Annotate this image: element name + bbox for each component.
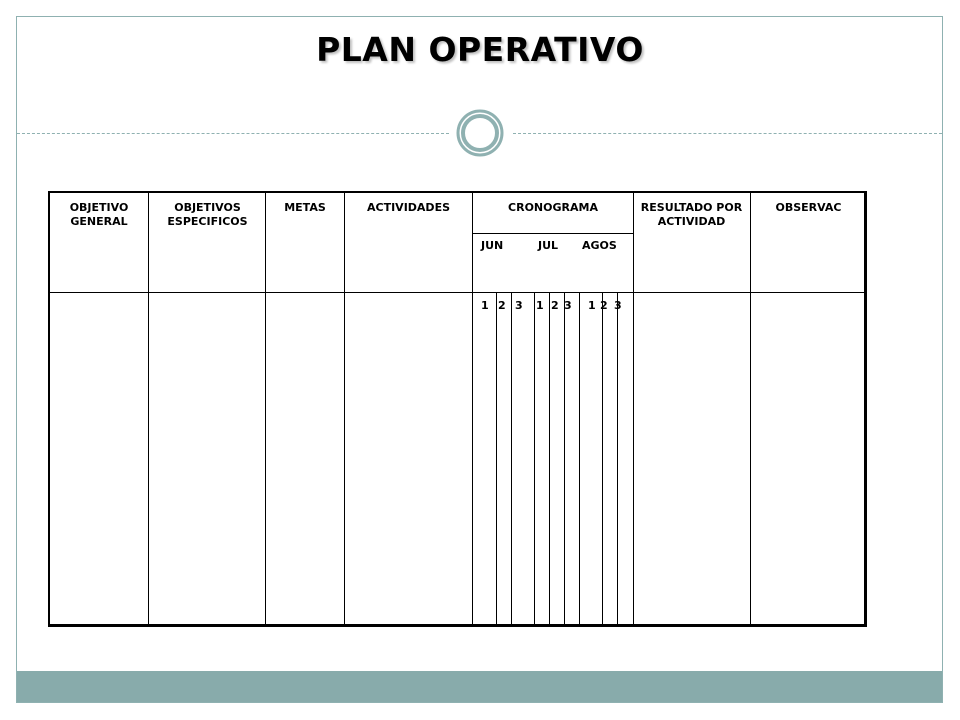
plan-operativo-table bbox=[48, 191, 867, 627]
week-divider bbox=[549, 293, 550, 624]
week-jun-1: 1 bbox=[481, 299, 489, 312]
header-objetivos-especificos: OBJETIVOS ESPECIFICOS bbox=[167, 201, 248, 228]
week-jun-2: 2 bbox=[498, 299, 506, 312]
week-agos-3: 3 bbox=[614, 299, 622, 312]
week-divider bbox=[579, 293, 580, 624]
column-divider bbox=[750, 193, 751, 624]
header-resultado-por-actividad: RESULTADO POR ACTIVIDAD bbox=[640, 201, 743, 228]
title-divider-left bbox=[17, 133, 449, 134]
column-divider bbox=[633, 193, 634, 624]
month-label-agos: AGOS bbox=[582, 239, 617, 252]
footer-band bbox=[17, 671, 942, 702]
week-agos-2: 2 bbox=[600, 299, 608, 312]
header-objetivo-general: OBJETIVO GENERAL bbox=[69, 201, 129, 228]
week-divider bbox=[602, 293, 603, 624]
week-divider bbox=[496, 293, 497, 624]
circle-ornament-icon bbox=[455, 108, 505, 158]
week-jul-1: 1 bbox=[536, 299, 544, 312]
header-cronograma: CRONOGRAMA bbox=[508, 201, 598, 214]
week-divider bbox=[534, 293, 535, 624]
column-divider bbox=[472, 193, 473, 624]
week-divider bbox=[564, 293, 565, 624]
header-body-divider bbox=[50, 292, 866, 293]
column-divider bbox=[148, 193, 149, 624]
header-actividades: ACTIVIDADES bbox=[367, 201, 450, 214]
cronograma-subheader-divider bbox=[472, 233, 633, 234]
title-divider-right bbox=[513, 133, 942, 134]
header-metas: METAS bbox=[284, 201, 326, 214]
header-observac: OBSERVAC bbox=[775, 201, 842, 214]
month-label-jul: JUL bbox=[538, 239, 559, 252]
month-label-jun: JUN bbox=[481, 239, 504, 252]
week-divider bbox=[511, 293, 512, 624]
week-divider bbox=[617, 293, 618, 624]
week-jul-3: 3 bbox=[564, 299, 572, 312]
week-jun-3: 3 bbox=[515, 299, 523, 312]
week-jul-2: 2 bbox=[551, 299, 559, 312]
column-divider bbox=[344, 193, 345, 624]
week-agos-1: 1 bbox=[588, 299, 596, 312]
column-divider bbox=[265, 193, 266, 624]
slide-title: PLAN OPERATIVO bbox=[316, 30, 644, 69]
